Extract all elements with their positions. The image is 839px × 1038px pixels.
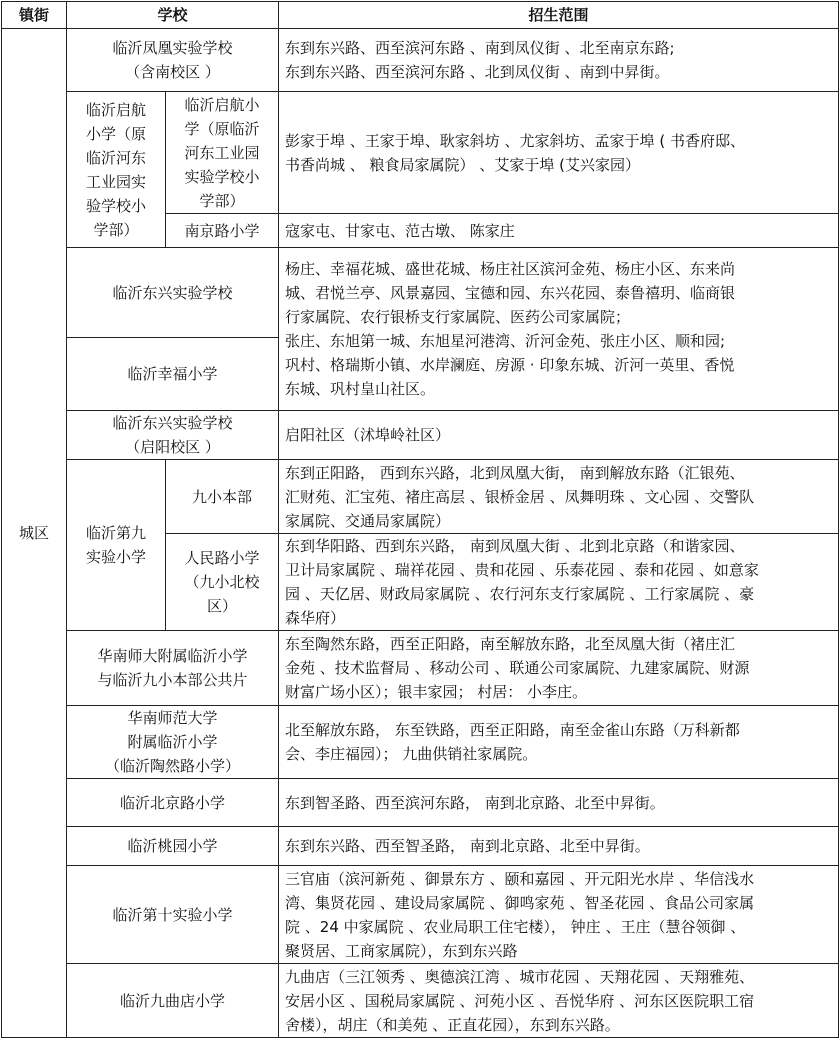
text-line: 行家属院、农行银桥支行家属院、医药公司家属院； xyxy=(285,308,631,326)
school-cell xyxy=(166,460,279,534)
text-line: 东到东兴路、西至智圣路， 南到北京路、北至中昇街。 xyxy=(285,837,650,855)
text-line: 实验学校小 xyxy=(184,167,260,186)
text-line: 杨庄、幸福花城、盛世花城、杨庄社区滨河金苑、杨庄小区、东来尚 xyxy=(285,260,736,278)
text-line: 临沂凤凰实验学校 xyxy=(112,39,233,57)
text-line: 园 、天亿居、财政局家属院 、农行河东支行家属院 、工行家属院 、豪 xyxy=(285,585,755,603)
school-cell xyxy=(67,779,279,827)
table-row xyxy=(2,706,839,779)
text-line: 财富广场小区）；银丰家园； 村居： 小李庄。 xyxy=(285,683,588,701)
text-line: 寇家屯、甘家屯、范古墩、 陈家庄 xyxy=(285,221,515,240)
text-line: 临沂北京路小学 xyxy=(120,793,226,812)
text-line: 东到华阳路、西到东兴路， 南到凤凰大街 、北到北京路（和谐家园、 xyxy=(285,537,745,555)
text-line: （启阳校区 ） xyxy=(125,438,220,456)
text-line: 汇财苑、汇宝苑、褚庄高层 、银桥金居 、凤舞明珠 、文心园 、交警队 xyxy=(285,487,755,506)
table-row xyxy=(2,631,839,706)
text-line: 临沂东兴实验学校 xyxy=(112,414,233,432)
header-town: 镇街 xyxy=(2,2,67,29)
text-line: 院 、24 中家属院 、农业局职工住宅楼）， 钟庄 、王庄（慧谷领御 、 xyxy=(285,917,746,936)
table-row xyxy=(2,779,839,827)
table-row xyxy=(2,29,839,92)
text-line: 临沂桃园小学 xyxy=(127,837,218,855)
text-line: 森华府） xyxy=(285,609,346,627)
text-line: 临沂九曲店小学 xyxy=(120,991,226,1010)
text-line: 临沂第九 xyxy=(85,524,146,542)
text-line: 金苑 、技术监督局 、移动公司 、联通公司家属院、九建家属院、财源 xyxy=(285,659,750,677)
text-line: 九小本部 xyxy=(192,487,253,506)
text-line: 南京路小学 xyxy=(184,221,260,240)
text-line: 华南师范大学 xyxy=(127,709,218,727)
school-cell xyxy=(67,866,279,964)
table-row xyxy=(2,248,839,338)
range-cell xyxy=(279,706,839,779)
text-line: 临沂东兴实验学校 xyxy=(112,283,233,302)
text-line: 启阳社区（沭埠岭社区） xyxy=(285,426,451,444)
text-line: 学部） xyxy=(93,220,139,239)
text-line: 学（原临沂 xyxy=(184,119,260,138)
text-line: 学部） xyxy=(199,191,245,210)
text-line: 北至解放东路， 东至铁路，西至正阳路，南至金雀山东路（万科新都 xyxy=(285,721,740,739)
text-line: 东到东兴路、西至滨河东路 、南到凤仪街 、北至南京东路; xyxy=(285,39,675,57)
range-cell xyxy=(279,866,839,964)
school-cell xyxy=(166,214,279,248)
header-school: 学校 xyxy=(67,2,279,29)
school-group-cell xyxy=(67,460,166,631)
text-line: 东到智圣路、西至滨河东路， 南到北京路、北至中昇街。 xyxy=(285,793,665,812)
range-cell xyxy=(279,248,839,411)
text-line: 东至陶然东路，西至正阳路，南至解放东路，北至凤凰大街（褚庄汇 xyxy=(285,635,736,653)
school-cell xyxy=(67,411,279,460)
table-row xyxy=(2,866,839,964)
school-cell xyxy=(67,631,279,706)
table-row xyxy=(2,92,839,214)
text-line: （九小北校 xyxy=(184,573,260,591)
text-line: 与临沂九小本部公共片 xyxy=(97,671,248,689)
range-cell xyxy=(279,214,839,248)
text-line: 张庄、东旭第一城、东旭星河港湾、沂河金苑、张庄小区、顺和园; xyxy=(285,332,726,350)
range-cell xyxy=(279,29,839,92)
school-cell xyxy=(67,338,279,411)
text-line: 书香尚城 、 粮食局家属院） 、艾家于埠 (艾兴家园） xyxy=(285,155,640,174)
text-line: 三官庙（滨河新苑 、御景东方 、颐和嘉园 、开元阳光水岸 、华信浅水 xyxy=(285,869,755,888)
text-line: 卫计局家属院 、瑞祥花园 、贵和花园 、乐泰花园 、泰和花园 、如意家 xyxy=(285,561,759,579)
school-cell xyxy=(67,827,279,866)
table-row xyxy=(2,827,839,866)
range-cell xyxy=(279,460,839,534)
text-line: 人民路小学 xyxy=(184,549,260,567)
text-line: 城、君悦兰亭、风景嘉园、宝德和园、东兴花园、泰鲁禧玥、临商银 xyxy=(285,284,736,302)
text-line: 临沂河东 xyxy=(85,148,146,167)
range-cell xyxy=(279,92,839,214)
text-line: 临沂启航小 xyxy=(184,95,260,114)
school-cell xyxy=(166,534,279,631)
school-cell xyxy=(67,29,279,92)
range-cell xyxy=(279,411,839,460)
header-range: 招生范围 xyxy=(279,2,839,29)
table-row xyxy=(2,411,839,460)
text-line: 华南师大附属临沂小学 xyxy=(97,647,248,665)
text-line: 工业园实 xyxy=(85,172,146,191)
school-cell xyxy=(166,92,279,214)
range-cell xyxy=(279,534,839,631)
range-cell xyxy=(279,964,839,1038)
school-cell xyxy=(67,706,279,779)
text-line: 会、李庄福园）； 九曲供销社家属院。 xyxy=(285,745,538,763)
text-line: 临沂幸福小学 xyxy=(127,365,218,383)
text-line: 湾、集贤花园 、建设局家属院 、御鸣家苑 、智圣花园 、食品公司家属 xyxy=(285,893,755,912)
text-line: 区） xyxy=(207,597,238,615)
text-line: 临沂启航 xyxy=(85,100,146,119)
text-line: （临沂陶然路小学） xyxy=(105,757,241,775)
range-cell xyxy=(279,631,839,706)
text-line: 家属院、交通局家属院） xyxy=(285,511,451,530)
town-cell: 城区 xyxy=(2,29,67,1038)
text-line: 实验小学 xyxy=(85,548,146,566)
range-cell xyxy=(279,779,839,827)
text-line: 东到正阳路， 西到东兴路，北到凤凰大街， 南到解放东路（汇银苑、 xyxy=(285,463,745,482)
text-line: 验学校小 xyxy=(85,196,146,215)
text-line: 彭家于埠 、王家于埠、耿家斜坊 、尤家斜坊、孟家于埠 ( 书香府邸、 xyxy=(285,131,745,150)
text-line: 九曲店（三江领秀 、奥德滨江湾 、城市花园 、天翔花园 、天翔雅苑、 xyxy=(285,967,755,986)
range-cell xyxy=(279,827,839,866)
table-row xyxy=(2,460,839,534)
text-line: 小学（原 xyxy=(85,124,146,143)
text-line: 巩村、格瑞斯小镇、水岸澜庭、房源 · 印象东城、沂河一英里、香悦 xyxy=(285,356,735,374)
table-row xyxy=(2,964,839,1038)
text-line: 安居小区 、国税局家属院 、河苑小区 、吾悦华府 、河东区医院职工宿 xyxy=(285,991,755,1010)
text-line: 附属临沂小学 xyxy=(127,733,218,751)
text-line: 聚贤居、工商家属院），东到东兴路 xyxy=(285,941,518,960)
text-line: 东到东兴路、西至滨河东路 、北到凤仪街 、南到中昇街。 xyxy=(285,63,670,81)
text-line: 舍楼），胡庄（和美苑 、正直花园），东到东兴路。 xyxy=(285,1015,620,1034)
enrollment-table xyxy=(1,1,839,1038)
school-cell xyxy=(67,964,279,1038)
text-line: 河东工业园 xyxy=(184,143,260,162)
text-line: 东城、巩村皇山社区。 xyxy=(285,380,436,398)
header-row xyxy=(2,2,839,29)
school-cell xyxy=(67,248,279,338)
text-line: （含南校区 ） xyxy=(125,63,220,81)
school-group-cell xyxy=(67,92,166,248)
text-line: 临沂第十实验小学 xyxy=(112,905,233,924)
